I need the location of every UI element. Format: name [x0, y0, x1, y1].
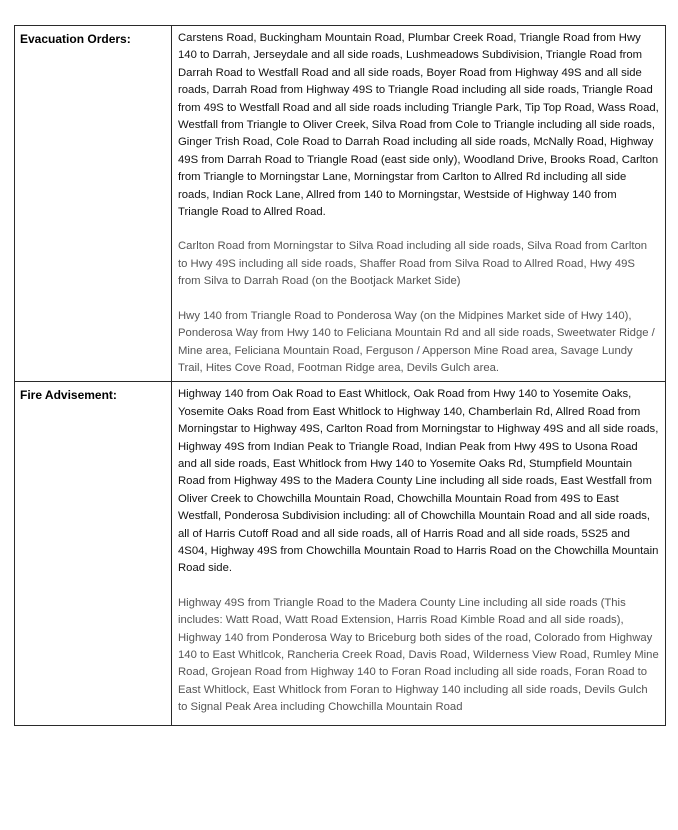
fire-advisement-paragraph: Highway 49S from Triangle Road to the Madera County Line including all side roads (This includes: Watt Road, Watt Road Extension, Harris Road Kimble Road and all side roads), Highway 140 from Ponderosa Way to Briceburg both sides of the road, Colorado from Highway 140 to East Whitlcok, Rancheria Creek Road, Davis Road, Wilderness View Road, Rumley Mine Road, Grojean Road from Highway 140 to Foran Road including all side roads, Foran Road to East Whitlock, East Whitlock from Foran to Highway 140 including all side roads, Devils Gulch to Signal Peak Area including Chowchilla Mountain Road	[178, 596, 659, 714]
fire-advisement-paragraph: Highway 140 from Oak Road to East Whitlock, Oak Road from Hwy 140 to Yosemite Oaks, Yosemite Oaks Road from East Whitlock to Highway 140, Chamberlain Rd, Allred Road from Morningstar to Highway 49S, Carlton Road from Morningstar to Highway 49S and all side roads, Highway 49S from Indian Peak to Triangle Road, Indian Peak from Hwy 49S to Usona Road and all side roads, East Whitlock from Hwy 140 to Yosemite Oaks Rd, Stumpfield Mountain Road from Highway 49S to the Madera County Line including all side roads, East Westfall from Oliver Creek to Chowchilla Mountain Road, Chowchilla Mountain Road from 49S to East Westfall, Ponderosa Subdivision including: all of Chowchilla Mountain Road and all side roads, all of Harris Cutoff Road and all side roads, all of Harris Road and all side roads, 5S25 and 4S04, Highway 49S from Chowchilla Mountain Road to Harris Road on the Chowchilla Mountain Road side.	[178, 388, 659, 575]
fire-advisement-row	[15, 382, 666, 725]
fire-orders-table	[14, 25, 666, 726]
evacuation-orders-label-cell	[15, 26, 172, 382]
evacuation-orders-paragraph: Carlton Road from Morningstar to Silva Road including all side roads, Silva Road from Carlton to Hwy 49S including all side roads, Shaffer Road from Silva Road to Allred Road, Hwy 49S from Silva to Darrah Road (on the Bootjack Market Side)	[178, 240, 648, 288]
evacuation-orders-paragraph: Hwy 140 from Triangle Road to Ponderosa Way (on the Midpines Market side of Hwy 140), Ponderosa Way from Hwy 140 to Feliciana Mountain Rd and all side roads, Sweetwater Ridge / Mine area, Feliciana Mountain Road, Ferguson / Apperson Mine Road area, Savage Lundy Trail, Hites Cove Road, Footman Ridge area, Devils Gulch area.	[178, 309, 655, 374]
fire-advisement-label-cell	[15, 382, 172, 725]
fire-advisement-label: Fire Advisement:	[20, 388, 117, 403]
evacuation-orders-paragraph: Carstens Road, Buckingham Mountain Road, Plumbar Creek Road, Triangle Road from Hwy 140 to Darrah, Jerseydale and all side roads, Lushmeadows Subdivision, Triangle Road from Darrah Road to Westfall Road and all side roads, Boyer Road from Highway 49S and all side roads, Darrah Road from Highway 49S to Triangle Road including all side roads, Triangle Road from 49S to Westfall Road and all side roads including Triangle Park, Tip Top Road, Wass Road, Westfall from Triangle to Oliver Creek, Silva Road from Cole to Triangle including all side roads, Ginger Trish Road, Cole Road to Darrah Road including all side roads, McNally Road, Highway 49S from Darrah Road to Triangle Road (east side only), Woodland Drive, Brooks Road, Carlton from Triangle to Morningstar Lane, Morningstar from Carlton to Allred Rd including all side roads, Indian Rock Lane, Allred from 140 to Morningstar, Westside of Highway 140 from Triangle Road to Allred Road.	[178, 32, 659, 219]
fire-advisement-content	[172, 382, 666, 725]
evacuation-orders-label: Evacuation Orders:	[20, 32, 131, 46]
evacuation-orders-content	[172, 26, 666, 382]
evacuation-orders-row	[15, 26, 666, 382]
